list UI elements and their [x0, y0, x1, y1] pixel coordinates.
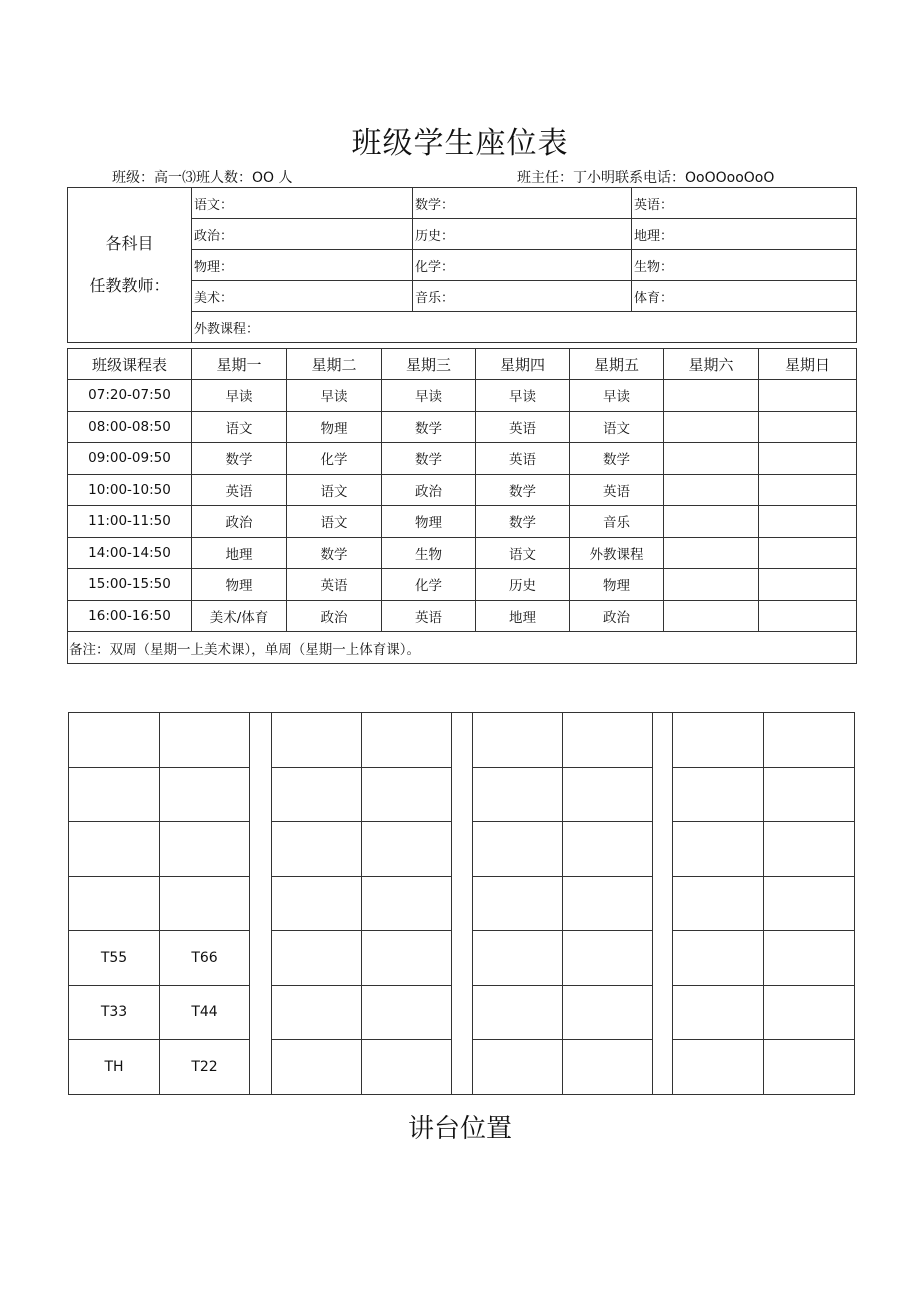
- seat-cell[interactable]: TH: [69, 1040, 160, 1095]
- schedule-cell[interactable]: 数学: [476, 474, 570, 506]
- schedule-header-day: 星期一: [192, 349, 287, 380]
- seating-chart: [68, 712, 855, 1095]
- schedule-time: 16:00-16:50: [68, 600, 192, 632]
- schedule-cell[interactable]: 物理: [382, 506, 476, 538]
- seat-cell[interactable]: [673, 1040, 764, 1095]
- aisle: [452, 713, 473, 1095]
- seat-cell[interactable]: [69, 822, 160, 877]
- seat-cell[interactable]: [272, 931, 362, 986]
- seat-cell[interactable]: [673, 876, 764, 931]
- teacher-cell[interactable]: 化学：: [413, 250, 632, 281]
- schedule-cell[interactable]: [759, 411, 857, 443]
- seat-cell[interactable]: [673, 822, 764, 877]
- schedule-header-day: 星期日: [759, 349, 857, 380]
- schedule-cell[interactable]: 英语: [382, 600, 476, 632]
- seat-cell[interactable]: [473, 985, 563, 1040]
- schedule-cell[interactable]: 语文: [570, 411, 664, 443]
- seat-cell[interactable]: [563, 876, 653, 931]
- schedule-time: 14:00-14:50: [68, 537, 192, 569]
- schedule-time: 10:00-10:50: [68, 474, 192, 506]
- seat-cell[interactable]: [160, 713, 250, 768]
- teacher-cell[interactable]: 地理：: [632, 219, 857, 250]
- schedule-cell[interactable]: 英语: [476, 443, 570, 475]
- seat-cell[interactable]: [563, 1040, 653, 1095]
- seat-cell[interactable]: [272, 876, 362, 931]
- seat-cell[interactable]: [272, 1040, 362, 1095]
- schedule-cell[interactable]: [664, 411, 759, 443]
- schedule-cell[interactable]: [759, 537, 857, 569]
- seat-cell[interactable]: [473, 767, 563, 822]
- schedule-time: 15:00-15:50: [68, 569, 192, 601]
- seat-cell[interactable]: [473, 931, 563, 986]
- schedule-time: 09:00-09:50: [68, 443, 192, 475]
- schedule-row: [68, 600, 857, 632]
- seat-cell[interactable]: [362, 876, 452, 931]
- seat-cell[interactable]: [272, 767, 362, 822]
- seat-cell[interactable]: [563, 713, 653, 768]
- schedule-header-day: 星期四: [476, 349, 570, 380]
- schedule-row: [68, 537, 857, 569]
- seat-cell[interactable]: T66: [160, 931, 250, 986]
- seat-cell[interactable]: [764, 876, 855, 931]
- seat-cell[interactable]: [362, 1040, 452, 1095]
- seat-cell[interactable]: [362, 713, 452, 768]
- schedule-cell[interactable]: 早读: [287, 380, 382, 412]
- class-info: 班级：高一⑶班人数：OO 人: [112, 170, 293, 186]
- schedule-cell[interactable]: 外教课程: [570, 537, 664, 569]
- schedule-cell[interactable]: 英语: [570, 474, 664, 506]
- subject-teachers-table: [67, 187, 857, 343]
- schedule-cell[interactable]: 物理: [570, 569, 664, 601]
- seat-cell[interactable]: T44: [160, 985, 250, 1040]
- schedule-cell[interactable]: 英语: [476, 411, 570, 443]
- schedule-cell[interactable]: 政治: [570, 600, 664, 632]
- seat-cell[interactable]: [473, 876, 563, 931]
- schedule-cell[interactable]: [664, 600, 759, 632]
- seat-cell[interactable]: [473, 713, 563, 768]
- seat-cell[interactable]: [764, 1040, 855, 1095]
- seat-cell[interactable]: [764, 985, 855, 1040]
- seat-cell[interactable]: [673, 767, 764, 822]
- schedule-row: [68, 569, 857, 601]
- teacher-cell[interactable]: 英语：: [632, 188, 857, 219]
- seat-cell[interactable]: [673, 931, 764, 986]
- teacher-cell[interactable]: 体育：: [632, 281, 857, 312]
- schedule-cell[interactable]: [759, 600, 857, 632]
- seat-cell[interactable]: T22: [160, 1040, 250, 1095]
- seat-cell[interactable]: [160, 767, 250, 822]
- seat-row: [69, 713, 855, 768]
- schedule-cell[interactable]: 生物: [382, 537, 476, 569]
- schedule-header-day: 星期五: [570, 349, 664, 380]
- schedule-cell[interactable]: 历史: [476, 569, 570, 601]
- schedule-header-day: 星期六: [664, 349, 759, 380]
- schedule-cell[interactable]: 早读: [570, 380, 664, 412]
- seat-cell[interactable]: [160, 876, 250, 931]
- seat-cell[interactable]: [272, 822, 362, 877]
- schedule-cell[interactable]: 数学: [192, 443, 287, 475]
- subject-teachers-label-line1: 各科目: [105, 234, 154, 253]
- schedule-cell[interactable]: [759, 443, 857, 475]
- aisle: [250, 713, 272, 1095]
- schedule-cell[interactable]: [759, 569, 857, 601]
- schedule-cell[interactable]: [664, 474, 759, 506]
- schedule-time: 11:00-11:50: [68, 506, 192, 538]
- seat-cell[interactable]: [362, 822, 452, 877]
- aisle: [653, 713, 673, 1095]
- seat-cell[interactable]: [272, 713, 362, 768]
- schedule-cell[interactable]: [759, 474, 857, 506]
- schedule-cell[interactable]: 化学: [287, 443, 382, 475]
- teacher-contact-info: 班主任：丁小明联系电话：OoOOooOoO: [517, 170, 775, 186]
- schedule-cell[interactable]: 数学: [476, 506, 570, 538]
- schedule-cell[interactable]: 音乐: [570, 506, 664, 538]
- class-schedule-table: [67, 348, 857, 664]
- seat-cell[interactable]: [69, 713, 160, 768]
- schedule-cell[interactable]: 物理: [287, 411, 382, 443]
- seat-cell[interactable]: [673, 985, 764, 1040]
- seat-cell[interactable]: [764, 822, 855, 877]
- schedule-cell[interactable]: [759, 380, 857, 412]
- schedule-cell[interactable]: [664, 380, 759, 412]
- seat-cell[interactable]: [362, 985, 452, 1040]
- schedule-cell[interactable]: 语文: [192, 411, 287, 443]
- schedule-row: [68, 380, 857, 412]
- schedule-cell[interactable]: [664, 506, 759, 538]
- seat-cell[interactable]: [764, 767, 855, 822]
- foreign-teacher-cell[interactable]: 外教课程：: [192, 312, 857, 343]
- schedule-cell[interactable]: 数学: [382, 411, 476, 443]
- schedule-time: 07:20-07:50: [68, 380, 192, 412]
- schedule-cell[interactable]: 物理: [192, 569, 287, 601]
- teacher-cell[interactable]: 物理：: [192, 250, 413, 281]
- schedule-cell[interactable]: 英语: [192, 474, 287, 506]
- schedule-cell[interactable]: 美术/体育: [192, 600, 287, 632]
- schedule-cell[interactable]: 语文: [287, 506, 382, 538]
- teacher-cell[interactable]: 美术：: [192, 281, 413, 312]
- schedule-cell[interactable]: 语文: [287, 474, 382, 506]
- schedule-cell[interactable]: [664, 537, 759, 569]
- schedule-cell[interactable]: 地理: [476, 600, 570, 632]
- seat-cell[interactable]: [473, 1040, 563, 1095]
- seat-cell[interactable]: [473, 822, 563, 877]
- schedule-cell[interactable]: [664, 569, 759, 601]
- schedule-row: [68, 443, 857, 475]
- schedule-row: [68, 506, 857, 538]
- seat-cell[interactable]: [563, 767, 653, 822]
- seat-cell[interactable]: [69, 767, 160, 822]
- seat-cell[interactable]: [764, 713, 855, 768]
- seat-cell[interactable]: [272, 985, 362, 1040]
- schedule-cell[interactable]: [664, 443, 759, 475]
- subject-teachers-label: [68, 188, 192, 343]
- schedule-header-day: 星期三: [382, 349, 476, 380]
- schedule-cell[interactable]: 政治: [287, 600, 382, 632]
- schedule-row: [68, 411, 857, 443]
- schedule-cell[interactable]: 数学: [570, 443, 664, 475]
- teacher-cell[interactable]: 语文：: [192, 188, 413, 219]
- seat-cell[interactable]: [69, 876, 160, 931]
- schedule-cell[interactable]: 化学: [382, 569, 476, 601]
- seat-cell[interactable]: [563, 985, 653, 1040]
- seat-cell[interactable]: [764, 931, 855, 986]
- schedule-cell[interactable]: 地理: [192, 537, 287, 569]
- schedule-cell[interactable]: 政治: [382, 474, 476, 506]
- subject-teachers-label-line2: 任教教师：: [89, 276, 170, 295]
- schedule-cell[interactable]: 早读: [382, 380, 476, 412]
- teacher-cell[interactable]: 音乐：: [413, 281, 632, 312]
- schedule-row: [68, 474, 857, 506]
- podium-label: 讲台位置: [407, 1114, 512, 1144]
- schedule-cell[interactable]: [759, 506, 857, 538]
- seat-cell[interactable]: [563, 931, 653, 986]
- schedule-cell[interactable]: 早读: [192, 380, 287, 412]
- seat-cell[interactable]: [563, 822, 653, 877]
- schedule-cell[interactable]: 早读: [476, 380, 570, 412]
- schedule-cell[interactable]: 语文: [476, 537, 570, 569]
- schedule-cell[interactable]: 数学: [382, 443, 476, 475]
- seat-cell[interactable]: T55: [69, 931, 160, 986]
- seat-cell[interactable]: [160, 822, 250, 877]
- schedule-cell[interactable]: 英语: [287, 569, 382, 601]
- schedule-header-day: 星期二: [287, 349, 382, 380]
- schedule-cell[interactable]: 政治: [192, 506, 287, 538]
- teacher-cell[interactable]: 历史：: [413, 219, 632, 250]
- teacher-cell[interactable]: 政治：: [192, 219, 413, 250]
- schedule-header-label: 班级课程表: [68, 349, 192, 380]
- schedule-cell[interactable]: 数学: [287, 537, 382, 569]
- seat-cell[interactable]: T33: [69, 985, 160, 1040]
- seat-cell[interactable]: [362, 767, 452, 822]
- seat-cell[interactable]: [673, 713, 764, 768]
- teacher-cell[interactable]: 数学：: [413, 188, 632, 219]
- teacher-cell[interactable]: 生物：: [632, 250, 857, 281]
- schedule-time: 08:00-08:50: [68, 411, 192, 443]
- seat-cell[interactable]: [362, 931, 452, 986]
- schedule-note: 备注：双周（星期一上美术课），单周（星期一上体育课）。: [68, 632, 857, 664]
- page-title: 班级学生座位表: [351, 126, 569, 161]
